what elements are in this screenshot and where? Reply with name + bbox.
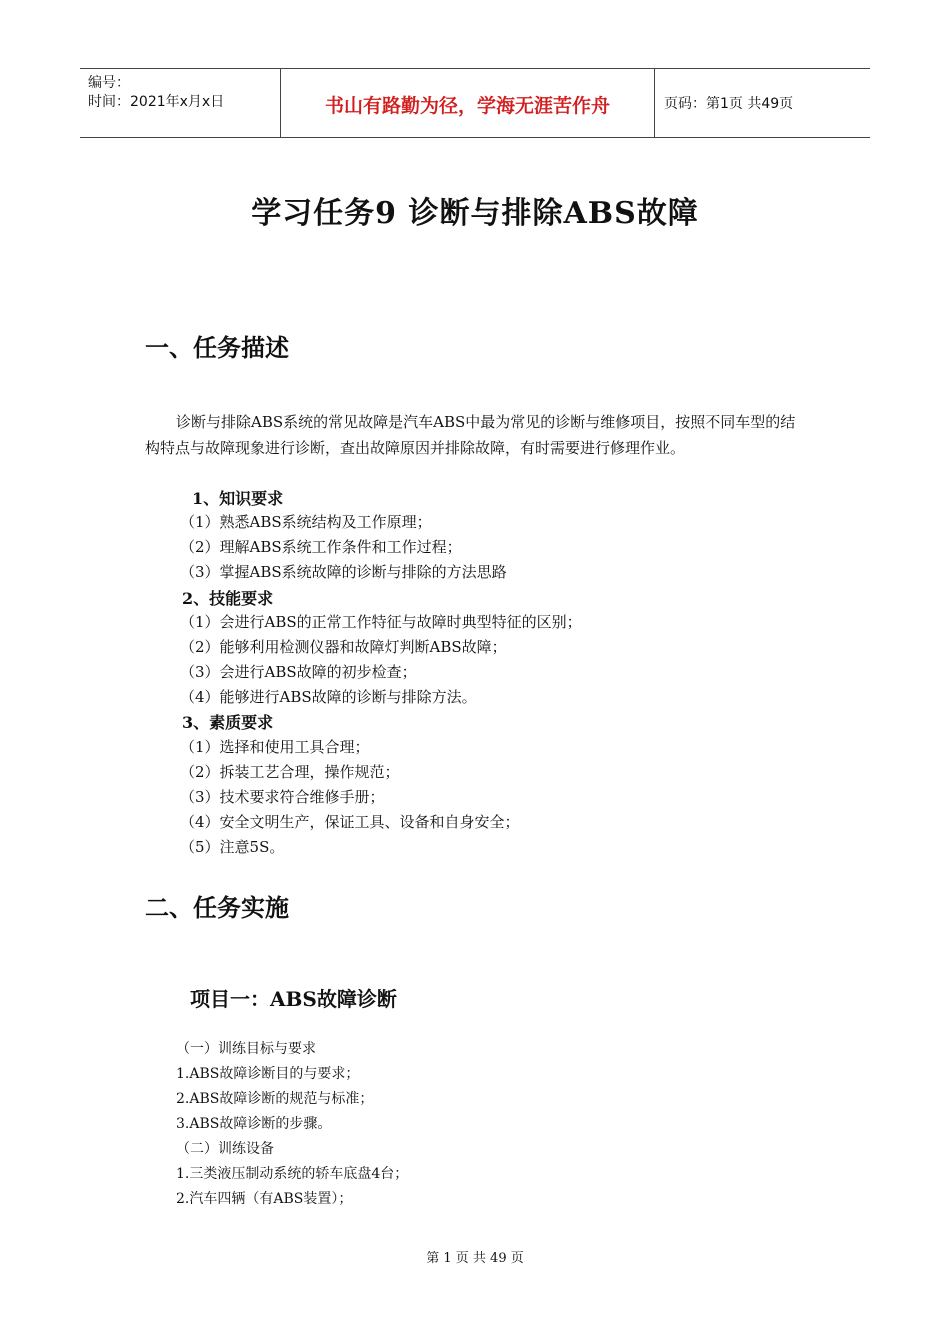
skill-item: （4）能够进行ABS故障的诊断与排除方法。 <box>180 688 477 706</box>
knowledge-item: （3）掌握ABS系统故障的诊断与排除的方法思路 <box>180 563 507 581</box>
header-info-cell <box>80 69 281 137</box>
knowledge-item: （2）理解ABS系统工作条件和工作过程； <box>180 538 462 556</box>
number-label: 编号： <box>88 75 130 91</box>
quality-item: （3）技术要求符合维修手册； <box>180 788 385 806</box>
training-line: 1.ABS故障诊断目的与要求； <box>176 1066 360 1082</box>
quality-requirements-title: 3、素质要求 <box>182 713 274 732</box>
training-line: 1.三类液压制动系统的轿车底盘4台； <box>176 1166 409 1182</box>
quality-item: （2）拆装工艺合理，操作规范； <box>180 763 400 781</box>
page-header <box>80 68 870 138</box>
training-line: （二）训练设备 <box>176 1141 274 1157</box>
quality-item: （4）安全文明生产，保证工具、设备和自身安全； <box>180 813 520 831</box>
skill-item: （3）会进行ABS故障的初步检查； <box>180 663 417 681</box>
time-label: 时间：2021年x月x日 <box>88 94 225 110</box>
quality-item: （5）注意5S。 <box>180 838 285 856</box>
header-motto-cell <box>281 69 655 137</box>
skill-requirements-title: 2、技能要求 <box>182 589 274 608</box>
header-page-cell <box>655 69 870 137</box>
skill-item: （2）能够利用检测仪器和故障灯判断ABS故障； <box>180 638 507 656</box>
document-title: 学习任务9 诊断与排除ABS故障 <box>251 196 699 231</box>
training-line: （一）训练目标与要求 <box>176 1041 316 1057</box>
knowledge-item: （1）熟悉ABS系统结构及工作原理； <box>180 513 432 531</box>
skill-item: （1）会进行ABS的正常工作特征与故障时典型特征的区别； <box>180 613 582 631</box>
section-heading-task-implementation: 二、任务实施 <box>145 893 289 922</box>
page-footer: 第 1 页 共 49 页 <box>426 1251 524 1266</box>
motto-text: 书山有路勤为径，学海无涯苦作舟 <box>324 95 610 117</box>
training-line: 2.汽车四辆（有ABS装置）； <box>176 1191 353 1207</box>
training-line: 3.ABS故障诊断的步骤。 <box>176 1116 332 1132</box>
quality-item: （1）选择和使用工具合理； <box>180 738 370 756</box>
training-line: 2.ABS故障诊断的规范与标准； <box>176 1091 374 1107</box>
page-info: 页码：第1页 共49页 <box>664 96 794 112</box>
task-description-paragraph: 诊断与排除ABS系统的常见故障是汽车ABS中最为常见的诊断与维修项目，按照不同车型的结构特点与故障现象进行诊断，查出故障原因并排除故障，有时需要进行修理作业。 <box>145 413 796 457</box>
knowledge-requirements-title: 1、知识要求 <box>192 489 284 508</box>
section-heading-task-description: 一、任务描述 <box>145 333 289 362</box>
project-title: 项目一：ABS故障诊断 <box>190 987 397 1011</box>
